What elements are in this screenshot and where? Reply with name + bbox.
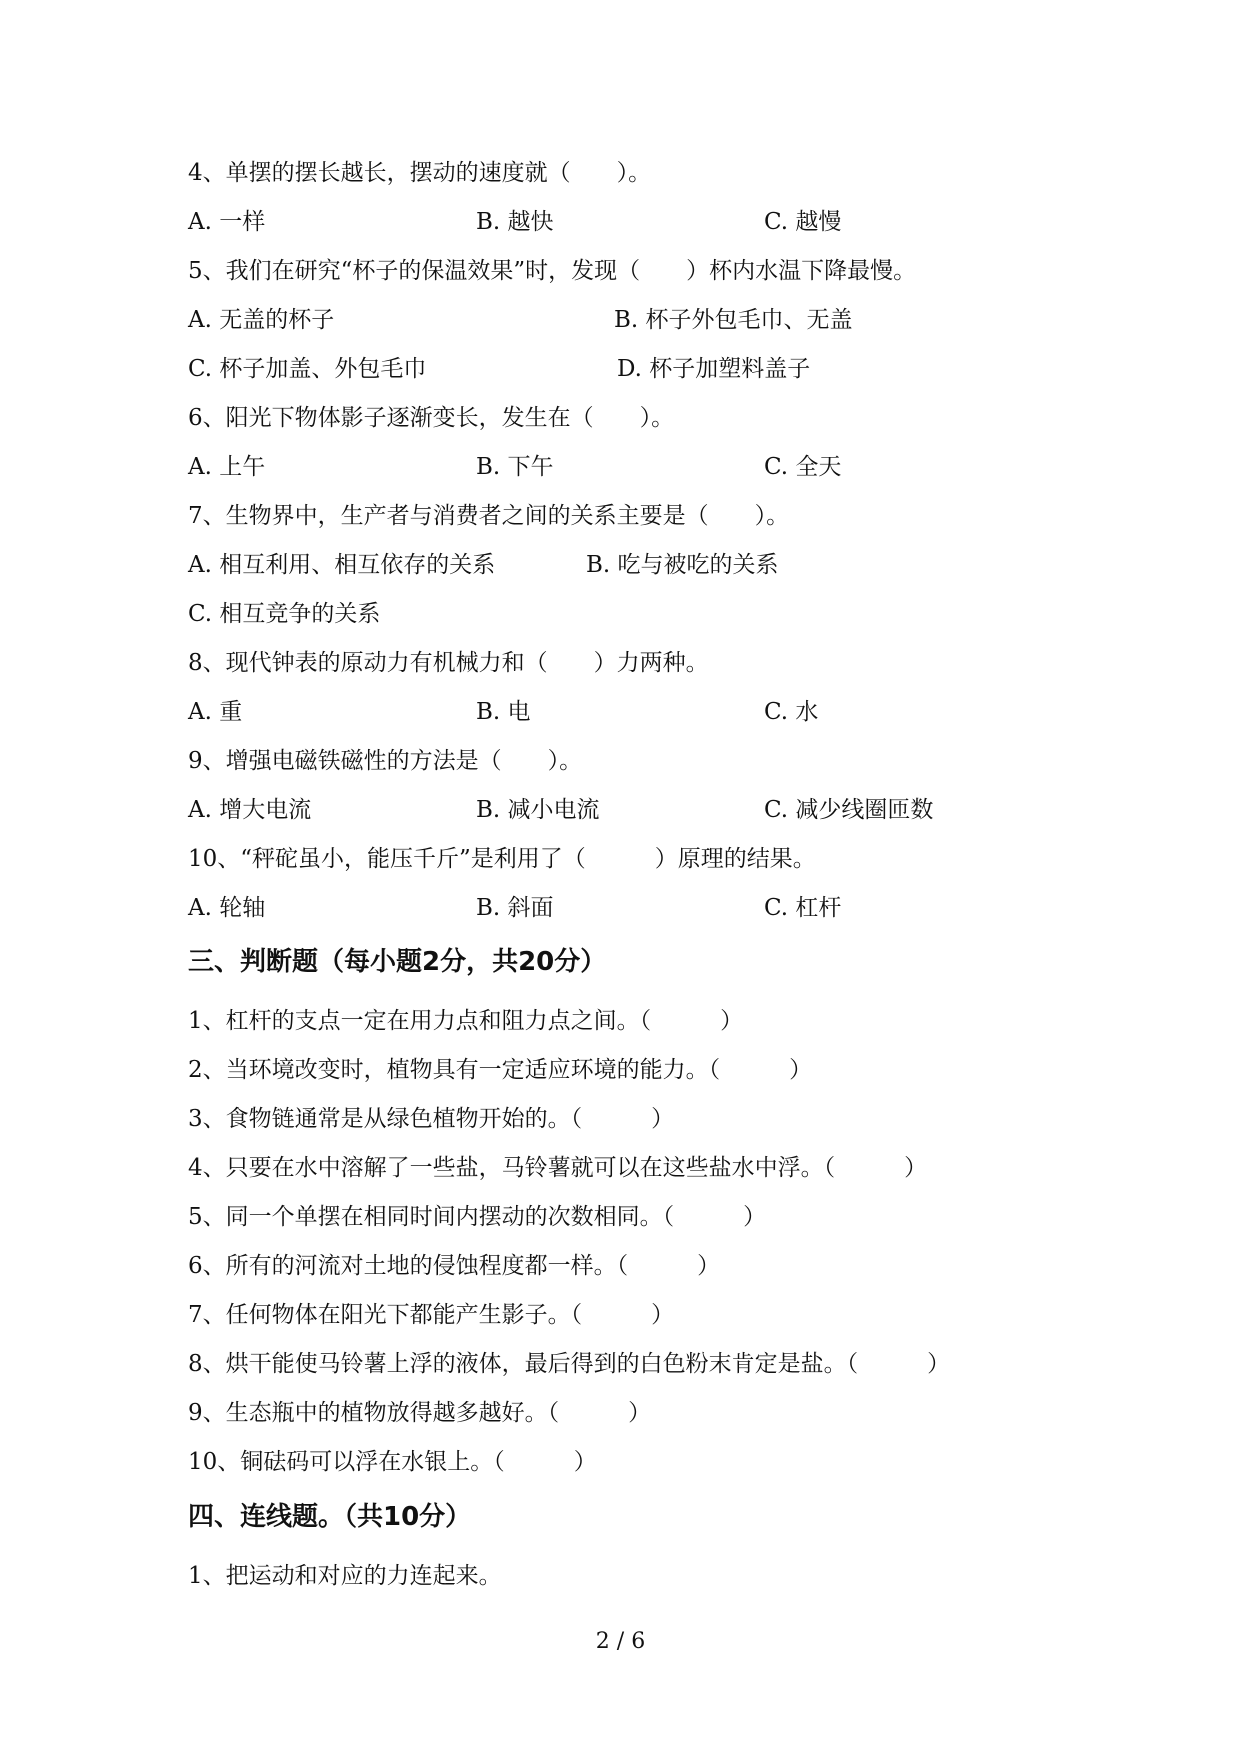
judgement-item: 9、生态瓶中的植物放得越多越好。（ ） [188,1400,652,1426]
option-8a: A. 重 [188,699,243,725]
question-10: 10、“秤砣虽小，能压千斤”是利用了（ ）原理的结果。 [188,846,816,872]
question-5: 5、我们在研究“杯子的保温效果”时，发现（ ）杯内水温下降最慢。 [188,258,917,284]
option-5a: A. 无盖的杯子 [188,307,335,333]
judgement-item: 1、杠杆的支点一定在用力点和阻力点之间。（ ） [188,1008,744,1034]
option-6a: A. 上午 [188,454,266,480]
option-8c: C. 水 [764,699,819,725]
judgement-item: 2、当环境改变时，植物具有一定适应环境的能力。（ ） [188,1057,813,1083]
option-5d: D. 杯子加塑料盖子 [617,356,811,382]
option-4a: A. 一样 [188,209,266,235]
section-title-judgement: 三、判断题（每小题2分，共20分） [188,947,607,977]
judgement-item: 7、任何物体在阳光下都能产生影子。（ ） [188,1302,675,1328]
judgement-item: 4、只要在水中溶解了一些盐，马铃薯就可以在这些盐水中浮。（ ） [188,1155,928,1181]
option-10c: C. 杠杆 [764,895,842,921]
option-6c: C. 全天 [764,454,842,480]
option-7c: C. 相互竞争的关系 [188,601,381,627]
option-5b: B. 杯子外包毛巾、无盖 [614,307,853,333]
option-4c: C. 越慢 [764,209,842,235]
question-6: 6、阳光下物体影子逐渐变长，发生在（ ）。 [188,405,675,431]
judgement-item: 6、所有的河流对土地的侵蚀程度都一样。（ ） [188,1253,721,1279]
option-8b: B. 电 [476,699,531,725]
option-7b: B. 吃与被吃的关系 [586,552,779,578]
option-9b: B. 减小电流 [476,797,600,823]
option-5c: C. 杯子加盖、外包毛巾 [188,356,427,382]
option-10a: A. 轮轴 [188,895,266,921]
option-9c: C. 减少线圈匝数 [764,797,934,823]
judgement-item: 5、同一个单摆在相同时间内摆动的次数相同。（ ） [188,1204,767,1230]
option-7a: A. 相互利用、相互依存的关系 [188,552,496,578]
judgement-item: 10、铜砝码可以浮在水银上。（ ） [188,1449,597,1475]
matching-item: 1、把运动和对应的力连起来。 [188,1563,502,1589]
judgement-item: 8、烘干能使马铃薯上浮的液体，最后得到的白色粉末肯定是盐。（ ） [188,1351,951,1377]
question-8: 8、现代钟表的原动力有机械力和（ ）力两种。 [188,650,709,676]
option-10b: B. 斜面 [476,895,554,921]
question-7: 7、生物界中，生产者与消费者之间的关系主要是（ ）。 [188,503,790,529]
option-4b: B. 越快 [476,209,554,235]
question-9: 9、增强电磁铁磁性的方法是（ ）。 [188,748,583,774]
option-6b: B. 下午 [476,454,554,480]
judgement-item: 3、食物链通常是从绿色植物开始的。（ ） [188,1106,675,1132]
page-number: 2 / 6 [595,1629,646,1654]
section-title-matching: 四、连线题。（共10分） [188,1502,472,1532]
question-4: 4、单摆的摆长越长，摆动的速度就（ ）。 [188,160,652,186]
option-9a: A. 增大电流 [188,797,312,823]
